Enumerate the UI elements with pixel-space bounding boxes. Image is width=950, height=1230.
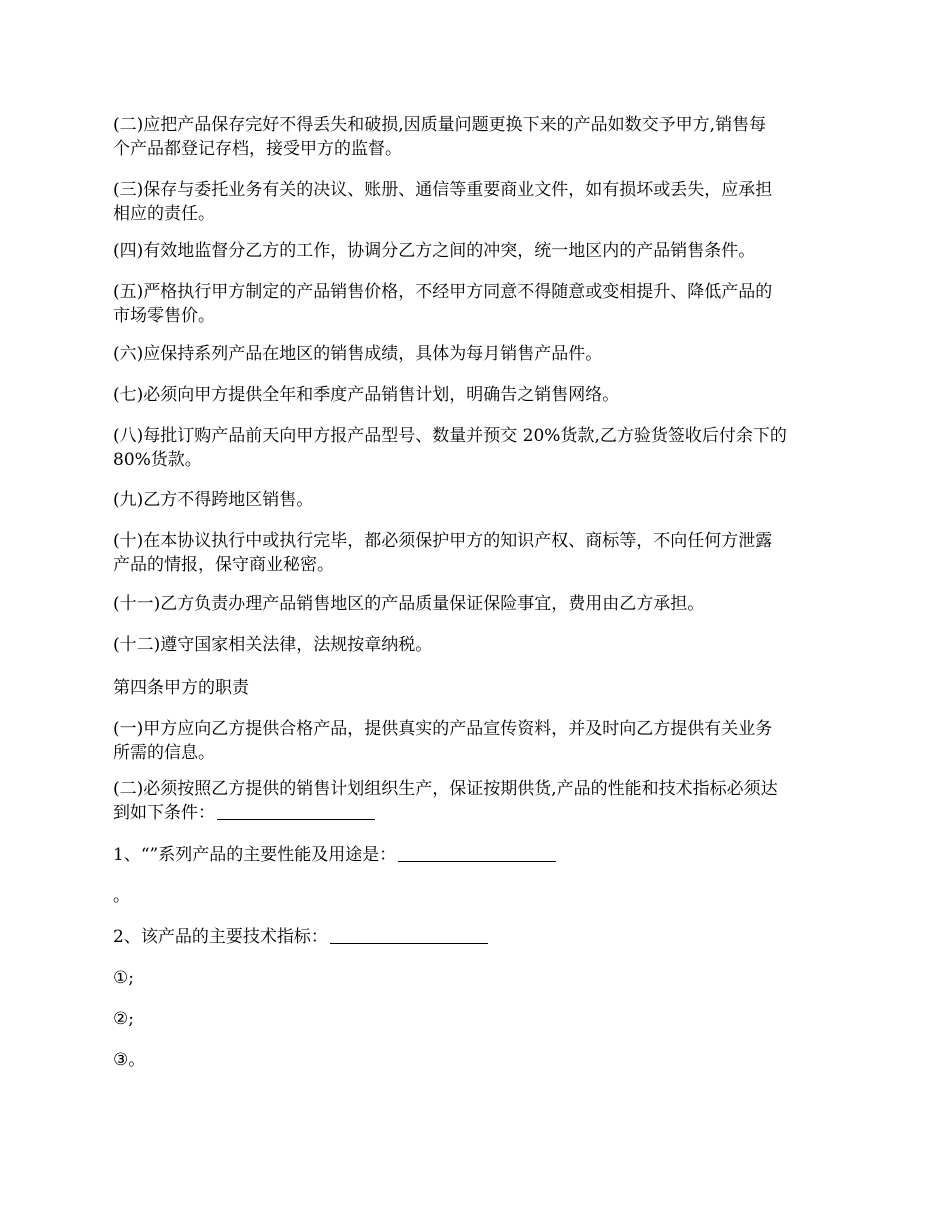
clause-paragraph	[113, 113, 838, 161]
text-line: ②;	[113, 1009, 134, 1029]
text-line: (四)有效地监督分乙方的工作，协调分乙方之间的冲突，统一地区内的产品销售条件。	[113, 241, 756, 261]
text-line: (二)必须按照乙方提供的销售计划组织生产，保证按期供货,产品的性能和技术指标必须达	[113, 779, 778, 799]
list-item	[113, 966, 838, 990]
text-line: (五)严格执行甲方制定的产品销售价格，不经甲方同意不得随意或变相提升、降低产品的	[113, 282, 773, 302]
text-line: 所需的信息。	[113, 743, 215, 763]
clause-paragraph	[113, 424, 838, 472]
text-fragment: 到如下条件：	[113, 803, 215, 823]
clause-paragraph	[113, 383, 838, 407]
clause-paragraph	[113, 178, 838, 226]
list-item	[113, 1048, 838, 1072]
clause-paragraph	[113, 777, 838, 825]
text-line	[113, 925, 838, 949]
text-line	[113, 801, 838, 825]
fill-in-blank	[398, 845, 556, 862]
clause-paragraph	[113, 592, 838, 616]
text-line: (十)在本协议执行中或执行完毕，都必须保护甲方的知识产权、商标等，不向任何方泄露	[113, 531, 773, 551]
list-item	[113, 884, 838, 908]
fill-in-blank	[217, 803, 375, 820]
text-line: (九)乙方不得跨地区销售。	[113, 490, 314, 510]
clause-paragraph	[113, 633, 838, 657]
text-line: (六)应保持系列产品在地区的销售成绩，具体为每月销售产品件。	[113, 344, 603, 364]
fill-in-blank	[330, 927, 488, 944]
text-line: ①;	[113, 968, 134, 988]
text-line: ③。	[113, 1050, 146, 1070]
text-line: (七)必须向甲方提供全年和季度产品销售计划，明确告之销售网络。	[113, 385, 620, 405]
text-line: (八)每批订购产品前天向甲方报产品型号、数量并预交 20%货款,乙方验货签收后付余下的	[113, 426, 787, 446]
text-line: (二)应把产品保存完好不得丢失和破损,因质量问题更换下来的产品如数交予甲方,销售每	[113, 115, 767, 135]
list-item	[113, 925, 838, 949]
text-line: 个产品都登记存档，接受甲方的监督。	[113, 139, 402, 159]
text-line	[113, 843, 838, 867]
text-fragment: 2、该产品的主要技术指标：	[113, 927, 328, 947]
text-line: (十一)乙方负责办理产品销售地区的产品质量保证保险事宜，费用由乙方承担。	[113, 594, 705, 614]
text-line: (三)保存与委托业务有关的决议、账册、通信等重要商业文件，如有损坏或丢失，应承担	[113, 180, 773, 200]
list-item	[113, 843, 838, 867]
list-item	[113, 1007, 838, 1031]
text-fragment: 1、“”系列产品的主要性能及用途是：	[113, 845, 397, 865]
text-line: 第四条甲方的职责	[113, 678, 249, 698]
text-line: (一)甲方应向乙方提供合格产品，提供真实的产品宣传资料，并及时向乙方提供有关业务	[113, 719, 773, 739]
text-line: 市场零售价。	[113, 306, 215, 326]
clause-paragraph	[113, 717, 838, 765]
clause-paragraph	[113, 239, 838, 263]
clause-paragraph	[113, 488, 838, 512]
clause-paragraph	[113, 529, 838, 577]
clause-paragraph	[113, 280, 838, 328]
text-line: 产品的情报，保守商业秘密。	[113, 555, 334, 575]
clause-paragraph	[113, 342, 838, 366]
text-line: (十二)遵守国家相关法律，法规按章纳税。	[113, 635, 433, 655]
text-line: 相应的责任。	[113, 204, 215, 224]
section-heading	[113, 676, 838, 700]
text-line: 80%货款。	[113, 450, 202, 470]
text-line: 。	[113, 886, 130, 906]
